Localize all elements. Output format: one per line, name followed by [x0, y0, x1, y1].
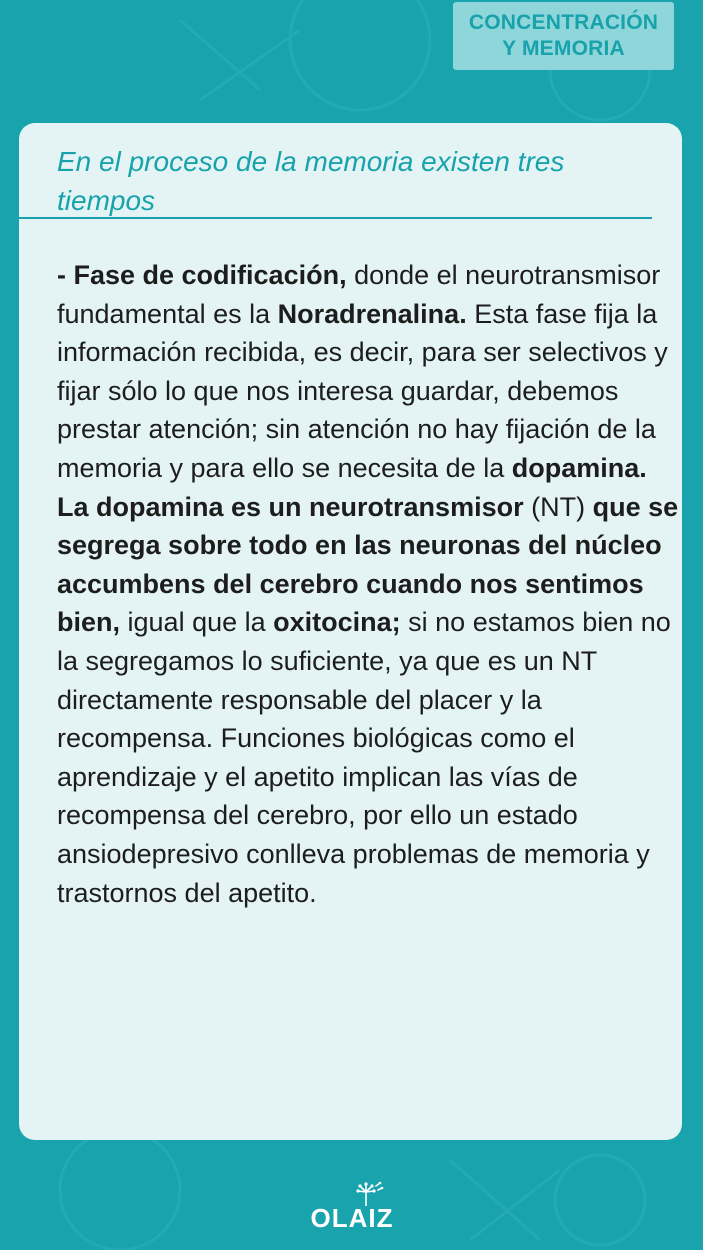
text-run: donde el neurotransmisor fundamental es la — [57, 260, 661, 329]
text-run: si no estamos bien no la segregamos lo suficiente, ya que es un NT directamente responsable del placer y la recompensa. Funciones biológicas como el aprendizaje y el apetito implican las vías de recompensa del cerebro, por ello un estado ansiodepresivo conlleva problemas de memoria y trastornos del apetito. — [57, 607, 671, 908]
topic-tag — [453, 2, 674, 70]
bold-phrase: dopamina. — [511, 452, 647, 483]
card-title: En el proceso de la memoria existen tres tiempos — [57, 146, 565, 216]
bold-phrase: Noradrenalina. — [277, 298, 467, 329]
content-card — [19, 123, 682, 1140]
text-run: igual que la — [120, 607, 274, 638]
logo-wordmark: OLAIZ — [310, 1203, 394, 1233]
text-run: (NT) — [523, 491, 593, 522]
bold-phrase: - Fase de codificación, — [57, 260, 347, 290]
bold-phrase: La dopamina es un neurotransmisor — [57, 491, 524, 522]
title-divider — [19, 217, 652, 219]
olaiz-logo — [300, 1180, 404, 1232]
text-run: Esta fase fija la información recibida, es decir, para ser selectivos y fijar sólo lo que nos interesa guardar, debemos prestar atención; sin atención no hay fijación de la memoria y para ello se necesita de la — [57, 298, 668, 483]
topic-tag-label: CONCENTRACIÓN Y MEMORIA — [468, 11, 659, 60]
card-body-text — [57, 256, 679, 912]
bold-phrase: que se segrega sobre todo en las neuronas del núcleo accumbens del cerebro cuando nos sentimos bien, — [57, 491, 679, 638]
bold-phrase: oxitocina; — [273, 607, 401, 638]
